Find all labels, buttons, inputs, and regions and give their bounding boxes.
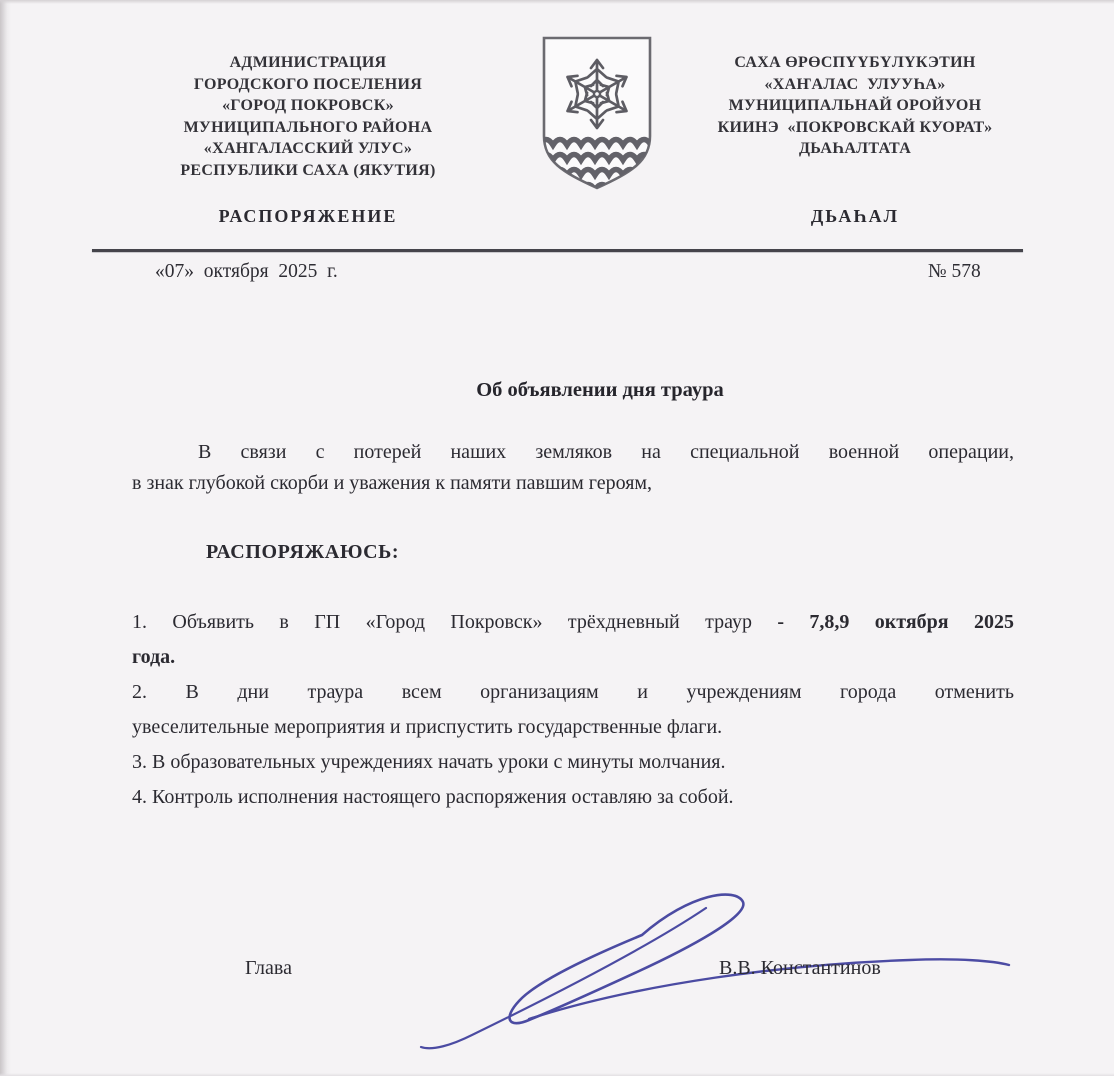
text-line [132, 745, 1014, 780]
signature-role: Глава [245, 957, 292, 979]
letterhead-line: «ХАҤАЛАС УЛУУҺА» [764, 75, 946, 93]
order-item [132, 605, 1014, 675]
order-item [132, 780, 1014, 815]
order-items [132, 605, 1014, 815]
order-item [132, 675, 1014, 745]
signature-name: В.В. Константинов [719, 957, 881, 979]
document-title: Об объявлении дня траура [476, 379, 724, 401]
text-run: В связи с потерей наших земляков на специальной военной операции, [198, 441, 1014, 463]
text-run: увеселительные мероприятия и приспустить государственные флаги. [132, 716, 723, 738]
document-date: «07» октября 2025 г. [155, 261, 338, 282]
bold-text-run: - 7,8,9 октября 2025 [777, 611, 1014, 633]
letterhead-line: ГОРОДСКОГО ПОСЕЛЕНИЯ [193, 75, 423, 93]
letterhead-line: ДЬАҺАЛТАТА [798, 140, 912, 157]
text-run: 2. В дни траура всем организациям и учреждениям города отменить [132, 681, 1014, 703]
text-run: в знак глубокой скорби и уважения к памяти павшим героям, [132, 472, 653, 494]
text-run: 1. Объявить в ГП «Город Покровск» трёхдневный траур [132, 611, 778, 633]
text-run: 4. Контроль исполнения настоящего распоряжения оставляю за собой. [132, 786, 734, 808]
letterhead-sakha [656, 52, 1054, 160]
order-word: РАСПОРЯЖАЮСЬ: [206, 541, 400, 563]
letterhead-line: МУНИЦИПАЛЬНОГО РАЙОНА [183, 118, 433, 136]
doc-type-russian: РАСПОРЯЖЕНИЕ [218, 206, 398, 226]
letterhead-line: «ХАНГАЛАССКИЙ УЛУС» [203, 140, 413, 157]
text-line [132, 605, 1014, 640]
coat-of-arms-icon [537, 34, 657, 192]
handwritten-signature [390, 885, 1030, 1060]
text-line [132, 640, 1014, 675]
bold-text-run: года. [132, 646, 176, 668]
letterhead-line: РЕСПУБЛИКИ САХА (ЯКУТИЯ) [180, 161, 436, 179]
text-line [132, 437, 1014, 468]
text-line [132, 780, 1014, 815]
order-item [132, 745, 1014, 780]
doc-type-sakha: ДЬАҺАЛ [810, 206, 900, 226]
letterhead-line: САХА ӨРӨСПҮҮБҮЛҮКЭТИН [734, 54, 976, 71]
scan-edge-left [0, 0, 11, 1076]
document-number: № 578 [928, 261, 981, 282]
text-line [132, 675, 1014, 710]
letterhead-line: «ГОРОД ПОКРОВСК» [222, 97, 394, 114]
text-line [132, 468, 1014, 499]
text-line [132, 710, 1014, 745]
letterhead-line: КИИНЭ «ПОКРОВСКАЙ КУОРАТ» [717, 118, 993, 136]
letterhead-line: МУНИЦИПАЛЬНАЙ ОРОЙУОН [728, 97, 982, 114]
scan-edge-top [0, 0, 1114, 4]
text-run: 3. В образовательных учреждениях начать уроки с минуты молчания. [132, 751, 726, 773]
letterhead-line: АДМИНИСТРАЦИЯ [229, 54, 387, 71]
preamble-paragraph [132, 437, 1014, 499]
horizontal-rule [92, 249, 1023, 252]
letterhead-russian [122, 52, 494, 181]
